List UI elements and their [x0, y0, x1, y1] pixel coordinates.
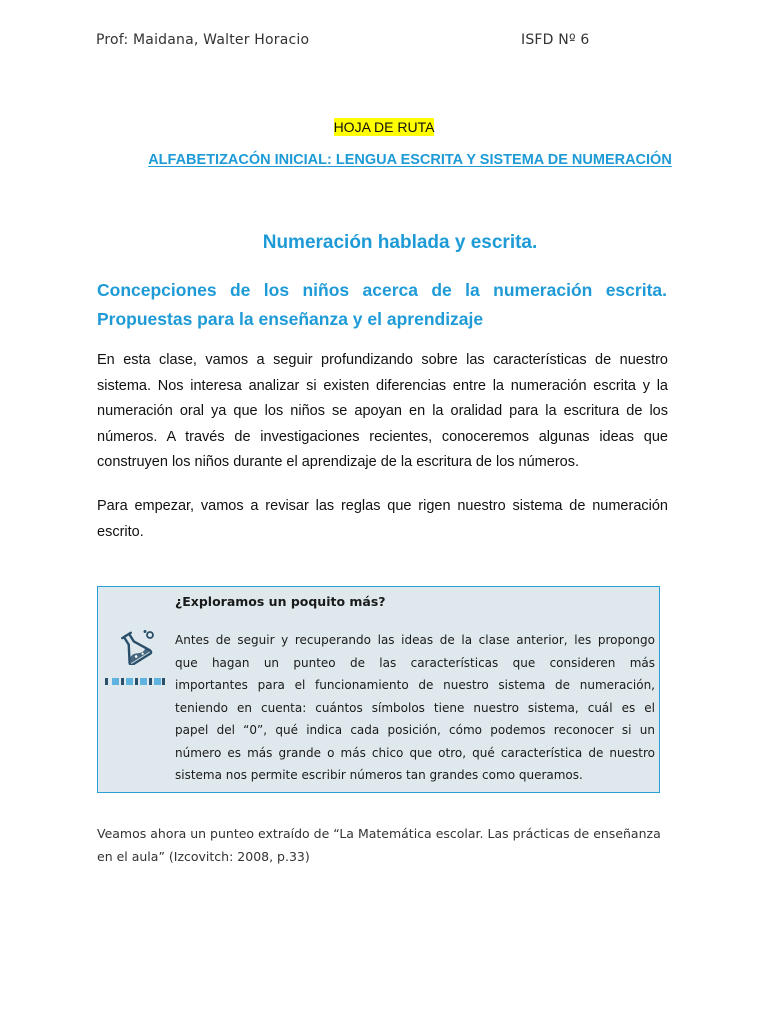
explore-box-line: teniendo en cuenta: cuántos símbolos tiene nuestro sistema, cuál es el — [175, 700, 655, 715]
explore-box-line: número es más grande o más chico que otro, qué característica de nuestro — [175, 745, 655, 760]
paragraph-line: Para empezar, vamos a revisar las reglas que rigen nuestro sistema de numeración — [97, 498, 668, 514]
explore-box-title: ¿Exploramos un poquito más? — [175, 594, 386, 609]
subtitle-line: Concepciones de los niños acerca de la numeración escrita. — [97, 280, 667, 300]
subtitle — [97, 276, 667, 334]
explore-box-line: Antes de seguir y recuperando las ideas de la clase anterior, les propongo — [175, 633, 655, 647]
explore-box-text — [175, 629, 655, 787]
header-institution: ISFD Nº 6 — [521, 32, 590, 48]
paragraph-start — [97, 494, 668, 545]
paragraph-intro — [97, 348, 668, 476]
explore-box-line: sistema nos permite escribir números tan grandes como queramos. — [175, 768, 583, 782]
main-title: Numeración hablada y escrita. — [262, 232, 538, 253]
paragraph-line: números. A través de investigaciones recientes, conoceremos algunas ideas que — [97, 428, 668, 445]
header-author: Prof: Maidana, Walter Horacio — [96, 32, 310, 48]
citation-line: en el aula” (Izcovitch: 2008, p.33) — [97, 849, 310, 864]
paragraph-line: construyen los niños durante el aprendizaje de la escritura de los números. — [97, 454, 579, 470]
hoja-de-ruta-highlight: HOJA DE RUTA — [333, 119, 435, 135]
hoja-de-ruta-label — [0, 119, 768, 135]
explore-box-line: que hagan un punteo de las características que consideren más — [175, 655, 655, 670]
course-title: ALFABETIZACÓN INICIAL: LENGUA ESCRITA Y SISTEMA DE NUMERACIÓN — [148, 152, 672, 168]
explore-box-line: papel del “0”, qué indica cada posición, cómo podemos reconocer si un — [175, 723, 655, 737]
flask-icon — [112, 629, 158, 665]
citation-paragraph — [97, 822, 677, 868]
decorative-dash-bar — [105, 678, 165, 685]
explore-box — [97, 586, 660, 793]
citation-line: Veamos ahora un punteo extraído de “La Matemática escolar. Las prácticas de enseñanza — [97, 826, 661, 841]
paragraph-line: numeración oral ya que los niños se apoyan en la oralidad para la escritura de los — [97, 403, 668, 419]
paragraph-line: escrito. — [97, 523, 144, 540]
paragraph-line: En esta clase, vamos a seguir profundizando sobre las características de nuestro — [97, 352, 668, 368]
subtitle-line: Propuestas para la enseñanza y el aprendizaje — [97, 309, 484, 329]
paragraph-line: sistema. Nos interesa analizar si existen diferencias entre la numeración escrita y la — [97, 377, 668, 394]
explore-box-line: importantes para el funcionamiento de nuestro sistema de numeración, — [175, 678, 655, 692]
